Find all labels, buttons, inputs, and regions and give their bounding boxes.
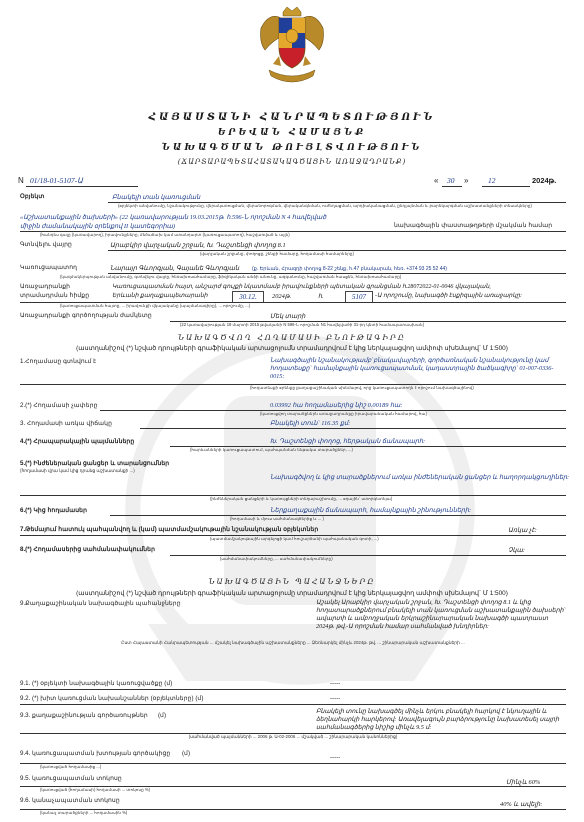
object-label: Օբյեկտ — [20, 193, 45, 200]
subitem-9-1-value: ----- — [330, 680, 341, 687]
basis-text-1: «Աշխատանքային ծախսերի» (22 կառավարության 19.03.2015թ. հ.596-Ն որոշման N 4 հավելված — [20, 214, 327, 221]
section-land-subtitle: (աստղանիշով (*) նշված դրույթների գրաֆիկական արտացոլումն տրամադրվում է կից ներկայացվող ամփոփ սխեմայով` Մ 1:500) — [76, 345, 508, 352]
item-7-value: Առկա չէ: — [508, 527, 537, 534]
item-1-note: (հողատեսքի օրենքը քաղաքաշինական սխեմայով, որը կառուցապատողն է որոշում նախագծայինով) — [250, 385, 474, 390]
subitem-9-5-value: Մինչև 60% — [506, 779, 541, 786]
item-5-label: 5.(*) Ինժեներական ցանցեր և տարանցումներ — [20, 460, 170, 467]
item-4-label: 4.(*) Հրապարակային պայմանները — [20, 438, 135, 445]
item-2-label: 2.(*) Հողամասի չափերը — [20, 402, 98, 409]
item-2-note: (կառուցվող տարածքներն առաջադրանքը իրավաբանական համարով, հա) — [260, 411, 427, 416]
item-1-label: 1.Հողամասը գտնվում է — [20, 358, 97, 365]
object-note: (օբյեկտի անվանումը, նշանակությունը, վերակառուցման, վերանորոգման, վերականգնման, ուժեղացման, արդիականացման, ընդլայնման և բարեկարգման աշխատանքների տեսակները) — [118, 203, 532, 208]
item-5-note: (ինժեներական ցանցերի և կառույցների տեղաբաշխումը, ... օդային` ստորգետնյա) — [210, 496, 393, 501]
subitem-9-6-note: (կանաչ տարածքների ... հողամասին %) — [40, 810, 128, 815]
item-7-note: (պատմամշակութային արգելոցի կամ հուշարձանի պահպանական գոտի, ...) — [210, 536, 379, 541]
subitem-9-2-label: 9.2. (*) խիտ կառուցման նախանշաններ (օբյեկտները) (մ) — [20, 695, 204, 702]
basis-doc-text-1: Կառուցապատման հայտ, անշարժ գույքի նկատմամբ իրավունքների պետական գրանցման հ.28072022-01-0046 վկայական, — [112, 284, 491, 290]
coat-of-arms-icon — [255, 6, 329, 88]
item-8-label: 8.(*) Հողամասերից սահմանափակումներ — [20, 546, 156, 553]
developer-value: Նարայր Գևորգյան, Գայանե Գևորգյան — [110, 265, 240, 272]
item-4-value: Խ. Դաշտենցի փողոց, հերթական ճանապարհ: — [270, 438, 426, 445]
subitem-9-3-note: (սահմանված պայմանների ... 2006 թ. Ա-02-2006 ... մշակված ... շինարարական կանոններից) — [188, 734, 398, 739]
basis-doc-label-2: տրամադրման հիմքը — [20, 292, 90, 299]
subitem-9-6-value: 40% և ավելի: — [500, 801, 543, 808]
item-9-value: Աշակել Արաբկիր վարչական շրջան, Խ. Դաշտենցի փողոց 8.1 և կից հողատարածքներում բնակելի տան կառուցման աշխատանքային ծախսերի` ավարտի և ամբողջական երկրաշինարարական նախագծի պատրաստ 2024թ. թվ.-Ա որոշման համար սահմանված խնդիրներ: — [316, 599, 566, 630]
subitem-9-1-label: 9.1. (*) օբյեկտի նախագծային կառուցվածքը (մ) — [20, 680, 173, 687]
item-4-note: (հարևանների կառուցապատում, պահպանման ենթակա տարածքներ, ...) — [190, 447, 353, 452]
section-requirements-subtitle: (աստղանիշով (*) նշված դրույթների գրաֆիկական արտացոլումը տրամադրվում է կից ներկայացվող ամփոփ սխեմայով` Մ 1:500) — [76, 590, 508, 597]
subitem-9-4-label: 9.4. կառուցապատման խտության գործակիցը — [20, 750, 171, 757]
developer-note: (կազմակերպության անվանումը, գտնվելու վայրը, հեռախոսահամարը, ֆիզիկական անձի անունը, ազգանունը, հաշվառման հասցեն, հեռախոսահամարը) — [60, 274, 402, 279]
section-requirements-title: ՆԱԽԱԳԾԱՅԻՆ ՊԱՀԱՆՋՆԵՐԸ — [208, 577, 376, 586]
header-community: ԵՐԵՎԱՆ ՀԱՄԱՅՆՔ — [217, 128, 367, 138]
date-close-quote: » — [464, 176, 469, 185]
subitem-9-4-value: ----- — [330, 754, 341, 761]
basis-note: (հանդես գալը (կառավարող), իրավունքները, մեծածախ կամ ստանդարտ (կառուցապատող), հաշվառված և այլն) — [40, 232, 290, 237]
doc-month: 12 — [488, 176, 496, 185]
basis-doc-text-2: Երևանի քաղաքապետարանի — [112, 293, 208, 299]
decision-h: հ. — [318, 293, 324, 300]
item-8-note: (սահմանափակումները, ... սահմանափակումները) — [220, 556, 333, 561]
item-2-value: 0.03992 հա հողամասերից նիշ 0.00189 հա: — [270, 402, 403, 409]
item-3-value: Բնակելի տուն` 116.35 քմ: — [270, 420, 351, 427]
doc-number: 01/18-01-5107-Ա — [30, 176, 83, 185]
basis-doc-note: (կառուցապատման հայտը, ... իրավունքի վկայականը (պայմանագիրը), ... որոշումը, ...) — [60, 303, 251, 308]
basis-doc-text-3: -Ա որոշումը, նախագծի էսքիզային առաջարկը: — [375, 293, 522, 299]
object-value: Բնակելի տան կառուցման — [112, 194, 201, 201]
validity-label: Առաջադրանքի գործողության ժամկետը — [20, 312, 152, 319]
basis-doc-label-1: Առաջադրանքի — [20, 283, 71, 290]
item-9-note: Ըստ Հայաստանի Հանրապետության ... մշակել նախագծային աշխատանքները ... Ձեռնարկել մինչև 2024թ. թվ. ... շինարարական աշխատանքների ... — [121, 640, 465, 645]
item-1-value: Նախագծային նշանակությամբ`բնակավայրերի, գործառնական նշանակությունը կամ հողատեսքը` համայնքային կառուցապատման, կադաստրային ծածկագիրը` 01-007-0336-0015: — [270, 357, 554, 380]
date-open-quote: « — [434, 176, 439, 185]
item-5-value: Նախագծվող և կից տարածքներում առկա ինժեներական ցանցեր և հաղորդակցուղիներ: — [270, 474, 570, 481]
doc-number-label: N — [18, 176, 24, 185]
decision-date-box: 30.12. — [232, 291, 264, 303]
subitem-9-3-value: Բնակելի տունը նախագծել մինչև երկու բնակելի հարկով է նկուղային և ձեղնահարկի հարկերով: Առավելագույն բարձրությունը նախատեսել սայրի սահմանագծերից նիշից մինչև 9.5 մ: — [316, 708, 560, 731]
item-6-label: 6.(*) Կից հողամասեր — [20, 507, 88, 514]
item-7-label: 7.Թեմայում հատուկ պահպանվող և (կամ) պատմամշակութային նշանակության օբյեկտներ — [20, 526, 319, 533]
doc-day: 30 — [447, 176, 455, 185]
developer-address: (ք. Երևան, Հրազդի փողոց 8-22 շենք, հ.47 բնակարան, հեռ. +374 93 25 52 44) — [252, 266, 447, 272]
decision-year: 2024թ. — [272, 293, 292, 300]
basis-text-2: միջին ժամանակային օրենքով II կատեգորիա) — [20, 223, 175, 230]
item-9-label: 9.Քաղաքաշինական նախագծային պահանջները — [20, 600, 181, 607]
header-subtitle: (ՃԱՐՏԱՐԱՊԵՏԱՀԱՏԱԿԱԳԾԱՅԻՆ ԱՌԱՋԱԴՐԱՆՔ) — [177, 158, 407, 166]
subitem-9-5-label: 9.5. կառուցապատման տոկոսը — [20, 775, 122, 782]
validity-value: Մեկ տարի — [270, 313, 306, 320]
subitem-9-4-note: (կառուցված հողամասից ...) — [40, 764, 102, 769]
subitem-9-3-label: 9.3. քաղաքաշինության գործառույթներ — [20, 712, 148, 719]
header-doc-type: ՆԱԽԱԳԾՄԱՆ ԹՈՒՅԼՏՎՈՒԹՅՈՒՆ — [161, 143, 423, 153]
location-note: (վարչական շրջանը, փողոցը, շենքի համարը, հողամասի համարները) — [200, 251, 354, 256]
basis-right-text: նախագծային փաստաթղթերի մշակման համար — [394, 222, 553, 229]
location-label: Գտնվելու վայրը — [20, 241, 72, 248]
section-land-title: ՆԱԽԱԳԾՎՈՂ ՀՈՂԱՄԱՍԻ ԲՆՈՒԹԱԳԻՐԸ — [178, 333, 406, 342]
developer-label: Կառուցապատող — [20, 264, 78, 271]
subitem-9-4-unit: (մ) — [182, 750, 191, 757]
item-3-label: 3. Հողամասի առկա վիճակը — [20, 420, 113, 427]
subitem-9-2-value: ----- — [330, 695, 341, 702]
subitem-9-6-label: 9.6. կանաչապատման տոկոսը — [20, 797, 120, 804]
subitem-9-3-unit: (մ) — [158, 712, 167, 719]
header-country: ՀԱՅԱՍՏԱՆԻ ՀԱՆՐԱՊԵՏՈՒԹՅՈՒՆ — [148, 112, 436, 123]
subitem-9-5-note: (կառուցված (հողամասի) հողամասի ... տոկոսը %) — [40, 787, 151, 792]
item-5-side-note: (հողամասի վրա կամ կից դրանց աշխատանքի ...) — [20, 468, 135, 473]
item-6-value: Ներքաղաքային ճանապարհ, համայնքային շինությունների: — [270, 507, 472, 514]
item-6-note: (հողամասի և մյուս սահմանագծերից և ... ) — [230, 516, 324, 521]
decision-number-box: 5107 — [345, 291, 373, 303]
location-value: Արաբկիր վարչական շրջան, Խ. Դաշտենցի փողոց 8.1 — [110, 242, 286, 249]
validity-note: (22 կառավարության 19 մարտի 2015 թվականի N 596-Ն որոշման N1 հավելվածի 31-րդ կետի համապատասխան) — [180, 322, 425, 327]
item-8-value: Չկա: — [508, 547, 525, 554]
doc-year: 2024թ. — [532, 176, 557, 185]
